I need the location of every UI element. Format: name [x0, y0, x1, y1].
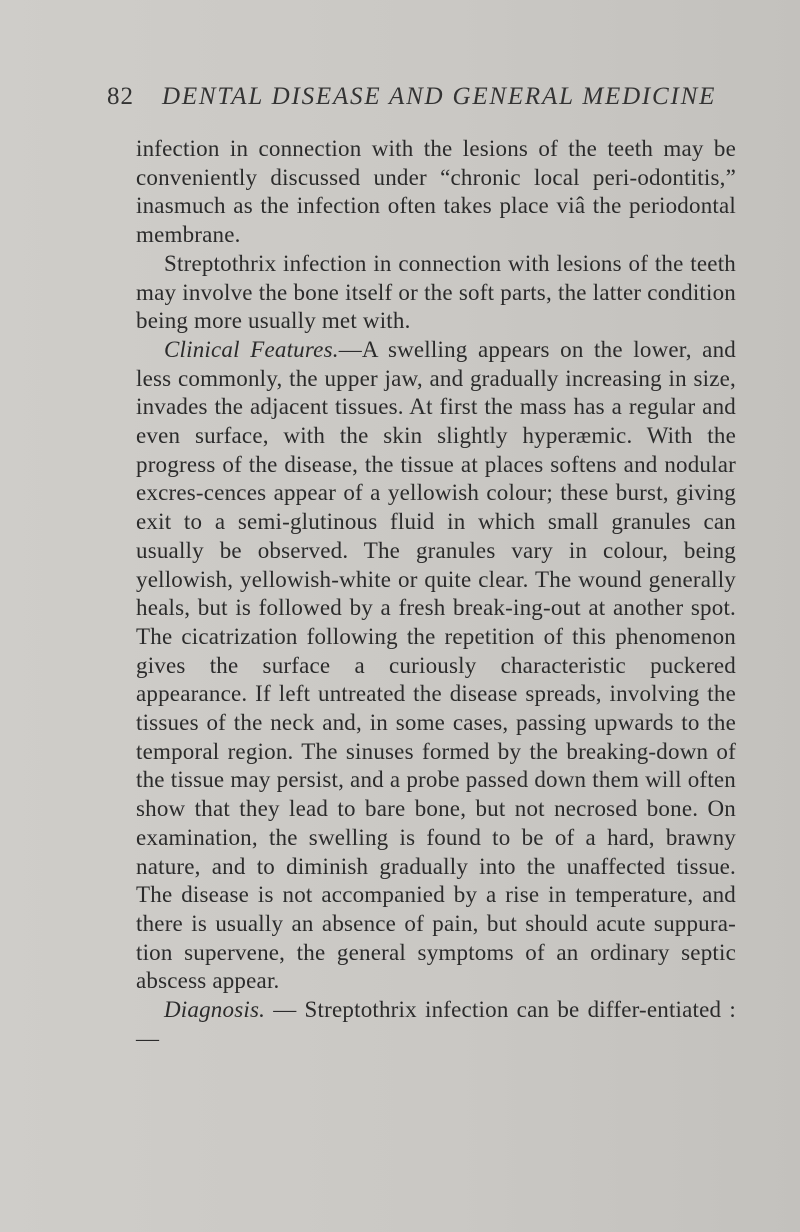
paragraph [136, 336, 736, 996]
paragraph-text: infection in connection with the lesions of the teeth may be conveniently discussed under “chronic local peri-odontitis,” inasmuch as the infection often takes place viâ the periodontal membrane. [136, 136, 736, 248]
paragraph-text: Streptothrix infection in connection with lesions of the teeth may involve the bone itself or the soft parts, the latter condition being more usually met with. [136, 250, 736, 334]
paragraph-text: —A swelling appears on the lower, and less commonly, the upper jaw, and gradually increasing in size, invades the adjacent tissues. At first the mass has a regular and even surface, with the skin slightly hyperæmic. With the progress of the disease, the tissue at places softens and nodular excres-cences appear of a yellowish colour; these burst, giving exit to a semi-glutinous fluid in which small granules can usually be observed. The granules vary in colour, being yellowish, yellowish-white or quite clear. The wound generally heals, but is followed by a fresh break-ing-out at another spot. The cicatrization following the repetition of this phenomenon gives the surface a curiously characteristic puckered appearance. If left untreated the disease spreads, involving the tissues of the neck and, in some cases, passing upwards to the temporal region. The sinuses formed by the breaking-down of the tissue may persist, and a probe passed down them will often show that they lead to bare bone, but not necrosed bone. On examination, the swelling is found to be of a hard, brawny nature, and to diminish gradually into the unaffected tissue. The disease is not accompanied by a rise in temperature, and there is usually an absence of pain, but should acute suppura-tion supervene, the general symptoms of an ordinary septic abscess appear. [136, 336, 736, 994]
paragraph [136, 135, 736, 250]
running-title: DENTAL DISEASE AND GENERAL MEDICINE [162, 83, 717, 110]
body-text [136, 135, 736, 1054]
paragraph-text: — Streptothrix infection can be differ-entiated :— [136, 997, 736, 1051]
paragraph [136, 996, 736, 1053]
paragraph [136, 250, 736, 336]
running-head [107, 77, 747, 117]
section-heading: Clinical Features. [164, 336, 339, 362]
page-number: 82 [107, 83, 134, 110]
section-heading: Diagnosis. [164, 997, 266, 1023]
